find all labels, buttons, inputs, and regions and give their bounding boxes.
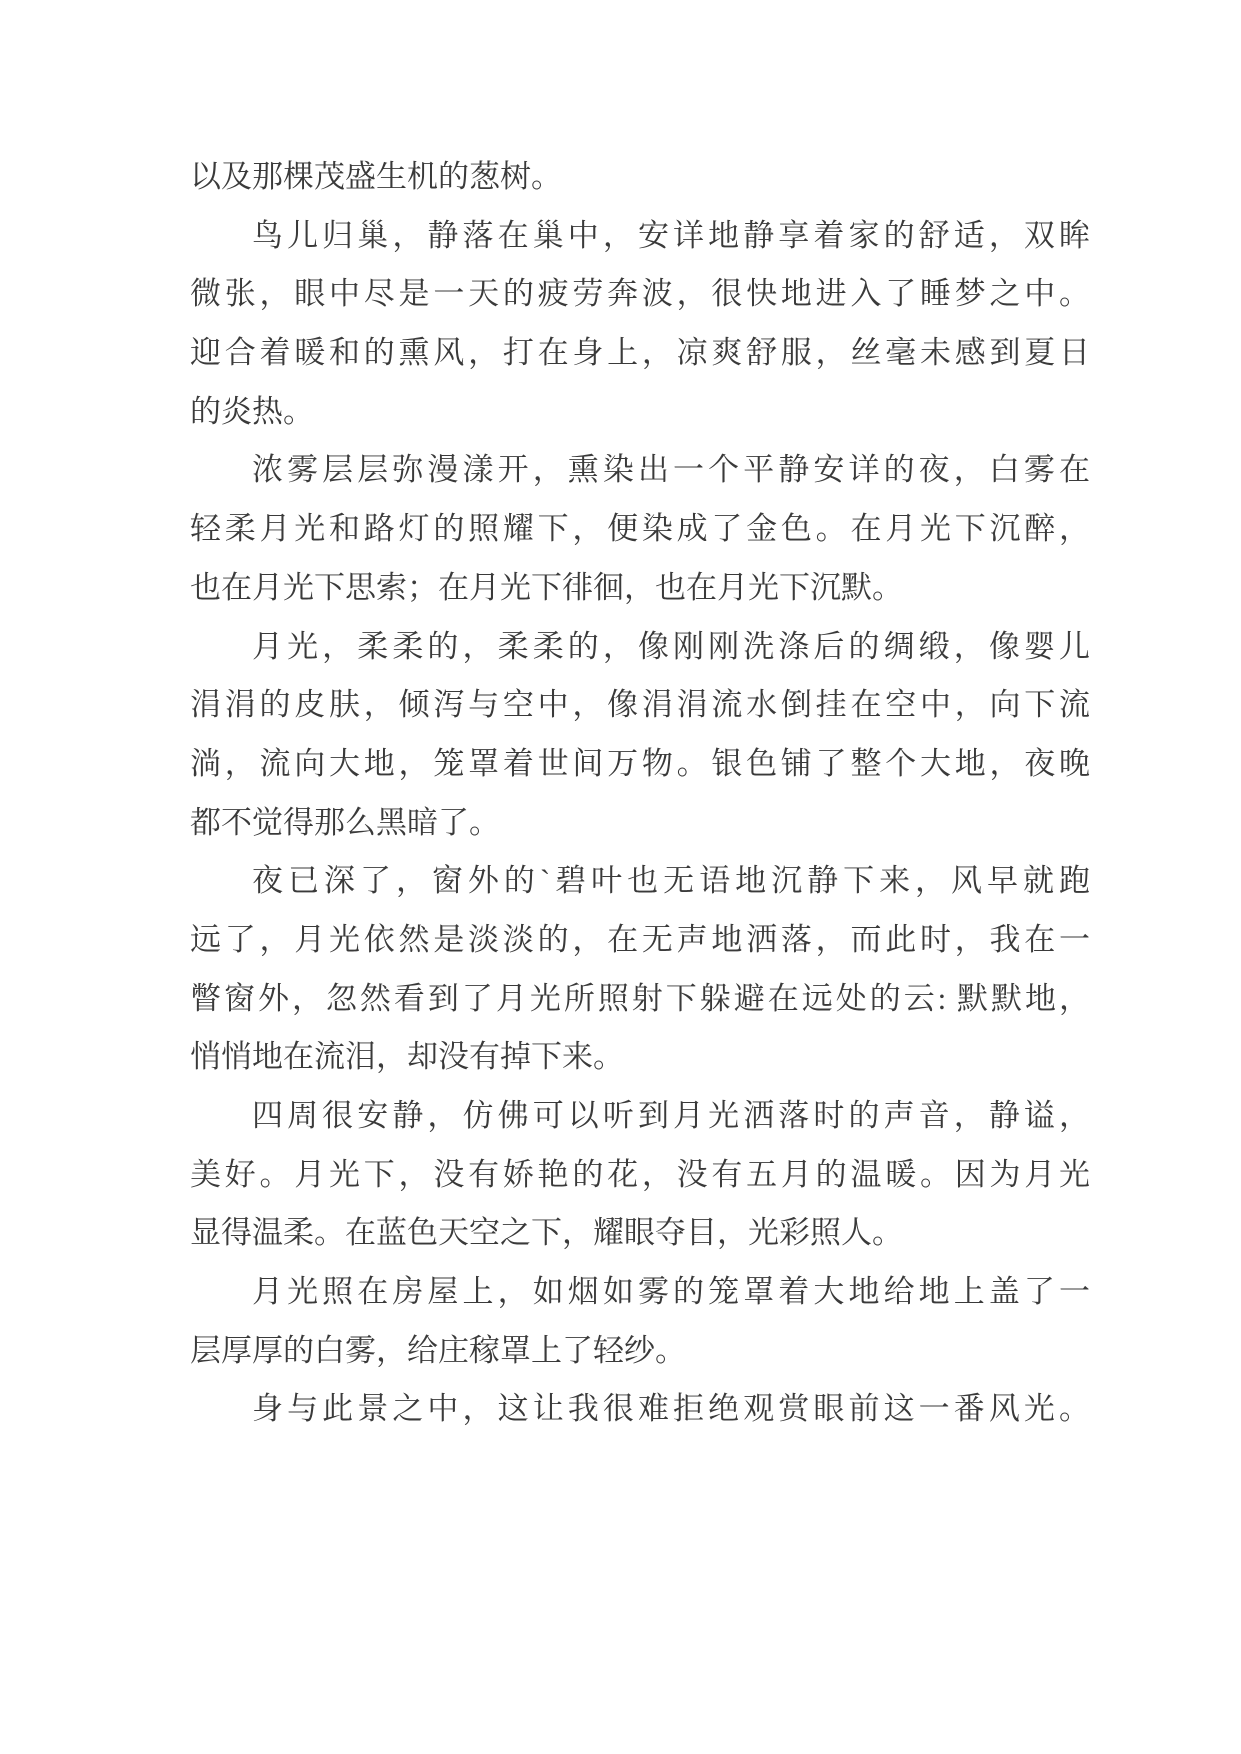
text-line: 远了，月光依然是淡淡的，在无声地洒落，而此时，我在一 xyxy=(190,921,1090,957)
text-line: 悄悄地在流泪，却没有掉下来。 xyxy=(190,1039,624,1075)
text-line: 四周很安静，仿佛可以听到月光洒落时的声音，静谥， xyxy=(252,1098,1090,1133)
text-line: 的炎热。 xyxy=(190,393,314,429)
text-line: 鸟儿归巢，静落在巢中，安详地静享着家的舒适，双眸 xyxy=(252,217,1090,253)
text-line: 浓雾层层弥漫漾开，熏染出一个平静安详的夜，白雾在 xyxy=(252,452,1090,488)
text-line: 也在月光下思索；在月光下徘徊，也在月光下沉默。 xyxy=(190,569,903,605)
text-line: 显得温柔。在蓝色天空之下，耀眼夺目，光彩照人。 xyxy=(190,1215,903,1251)
text-line: 层厚厚的白雾，给庄稼罩上了轻纱。 xyxy=(190,1332,686,1368)
text-line: 月光，柔柔的，柔柔的，像刚刚洗涤后的绸缎，像婴儿 xyxy=(252,628,1090,664)
text-line: 涓涓的皮肤，倾泻与空中，像涓涓流水倒挂在空中，向下流 xyxy=(190,687,1090,723)
text-line: 身与此景之中，这让我很难拒绝观赏眼前这一番风光。 xyxy=(252,1391,1090,1427)
text-line: 微张，眼中尽是一天的疲劳奔波，很快地进入了睡梦之中。 xyxy=(190,276,1090,312)
text-line: 美好。月光下，没有娇艳的花，没有五月的温暖。因为月光 xyxy=(190,1156,1090,1192)
text-line: 夜已深了，窗外的`碧叶也无语地沉静下来，风早就跑 xyxy=(252,863,1090,899)
text-line: 瞥窗外，忽然看到了月光所照射下躲避在远处的云: 默默地， xyxy=(190,980,1090,1016)
text-line: 淌，流向大地，笼罩着世间万物。银色铺了整个大地，夜晚 xyxy=(190,745,1090,781)
text-line: 以及那棵茂盛生机的葱树。 xyxy=(190,159,562,194)
text-line: 迎合着暖和的熏风，打在身上，凉爽舒服，丝毫未感到夏日 xyxy=(190,335,1090,371)
text-body xyxy=(190,148,1090,1439)
text-line: 月光照在房屋上，如烟如雾的笼罩着大地给地上盖了一 xyxy=(252,1274,1090,1310)
text-line: 轻柔月光和路灯的照耀下，便染成了金色。在月光下沉醉， xyxy=(190,511,1090,547)
text-line: 都不觉得那么黑暗了。 xyxy=(190,804,500,840)
